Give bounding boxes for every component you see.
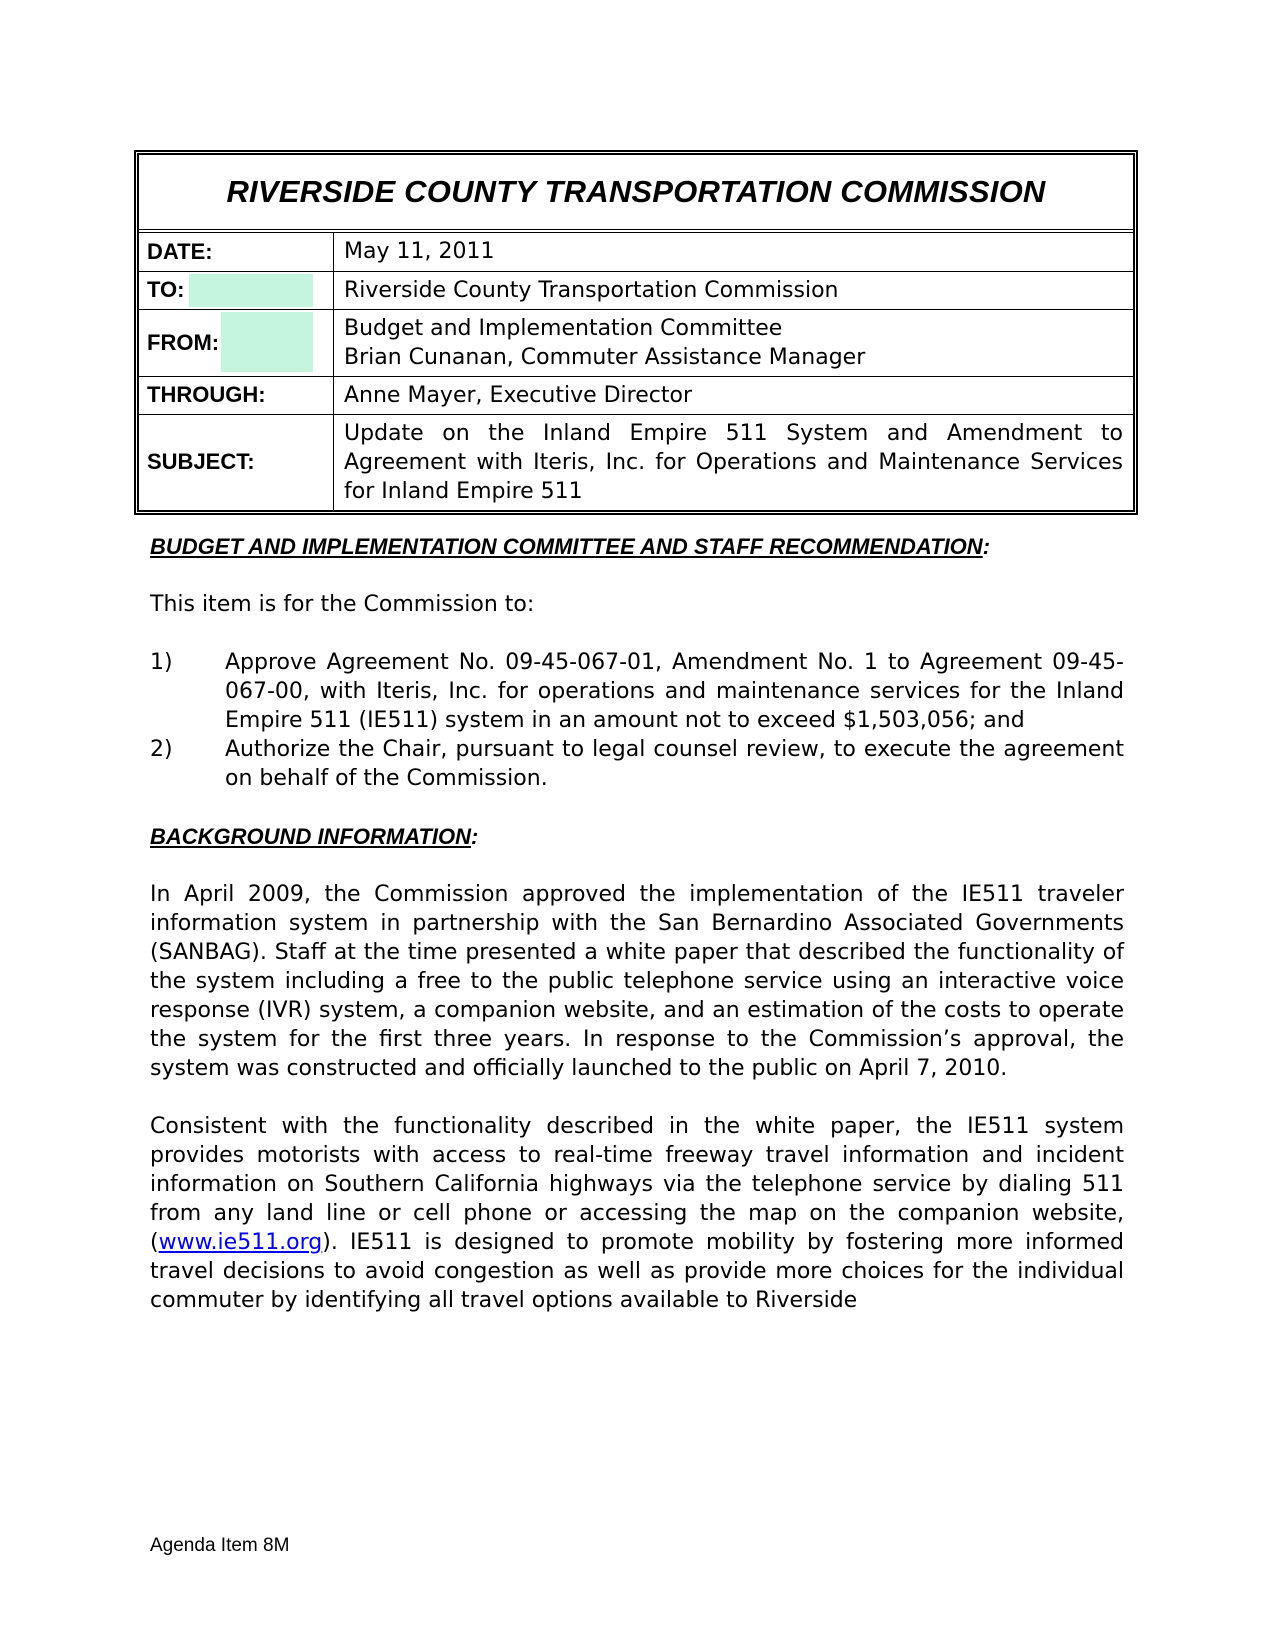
- subject-value: Update on the Inland Empire 511 System and Amendment to Agreement with Iteris, Inc. for Operations and Maintenance Services for Inland Empire 511: [344, 420, 1123, 504]
- background-paragraph-2: Consistent with the functionality described in the white paper, the IE511 system provides motorists with access to real-time freeway travel information and incident information on Southern California highways via the telephone service by dialing 511 from any land line or cell phone or accessing the map on the companion website, (www.ie511.org). IE511 is designed to promote mobility by fostering more informed travel decisions to avoid congestion as well as provide more choices for the individual commuter by identifying all travel options available to Riverside: [150, 1114, 1124, 1313]
- memo-row-subject: [139, 414, 1133, 510]
- list-item-text: Authorize the Chair, pursuant to legal counsel review, to execute the agreement on behalf of the Commission.: [225, 737, 1124, 791]
- to-value: Riverside County Transportation Commission: [334, 271, 1134, 309]
- memo-row-through: [139, 376, 1133, 414]
- recommendation-list: [150, 648, 1124, 793]
- subject-label: SUBJECT:: [139, 414, 334, 510]
- list-item: [150, 648, 1124, 735]
- recommendation-intro: This item is for the Commission to:: [150, 592, 535, 617]
- agenda-item-footer: Agenda Item 8M: [150, 1535, 290, 1556]
- from-label: FROM:: [139, 309, 334, 376]
- memo-fields-table: [139, 233, 1133, 510]
- memo-title-bar: [139, 155, 1133, 233]
- list-item-number: 1): [150, 650, 173, 675]
- memo-header-box: [134, 150, 1138, 515]
- list-item-text: Approve Agreement No. 09-45-067-01, Amendment No. 1 to Agreement 09-45-067-00, with Iteris, Inc. for operations and maintenance services for the Inland Empire 511 (IE511) system in an amount not to exceed $1,503,056; and: [225, 650, 1124, 733]
- list-item-number: 2): [150, 737, 173, 762]
- list-item: [150, 735, 1124, 793]
- memo-title: RIVERSIDE COUNTY TRANSPORTATION COMMISSION: [226, 174, 1046, 209]
- to-highlight: [189, 274, 313, 307]
- memo-row-from: [139, 309, 1133, 376]
- background-paragraph-1: In April 2009, the Commission approved the implementation of the IE511 traveler information system in partnership with the San Bernardino Associated Governments (SANBAG). Staff at the time presented a white paper that described the functionality of the system including a free to the public telephone service using an interactive voice response (IVR) system, a companion website, and an estimation of the costs to operate the system for the first three years. In response to the Commission’s approval, the system was constructed and officially launched to the public on April 7, 2010.: [150, 882, 1124, 1081]
- background-heading: BACKGROUND INFORMATION:: [150, 824, 479, 849]
- through-label: THROUGH:: [139, 376, 334, 414]
- through-value: Anne Mayer, Executive Director: [334, 376, 1134, 414]
- from-value-line2: Brian Cunanan, Commuter Assistance Manager: [344, 344, 866, 370]
- date-label: DATE:: [139, 233, 334, 271]
- from-value-line1: Budget and Implementation Committee: [344, 315, 783, 341]
- ie511-website-link[interactable]: www.ie511.org: [158, 1230, 323, 1255]
- to-label: TO:: [139, 271, 334, 309]
- memo-row-date: [139, 233, 1133, 271]
- date-value: May 11, 2011: [334, 233, 1134, 271]
- from-value: [334, 309, 1134, 376]
- memo-row-to: [139, 271, 1133, 309]
- memo-body: [150, 532, 1124, 1315]
- from-highlight: [221, 312, 313, 372]
- recommendation-heading: BUDGET AND IMPLEMENTATION COMMITTEE AND STAFF RECOMMENDATION:: [150, 534, 991, 559]
